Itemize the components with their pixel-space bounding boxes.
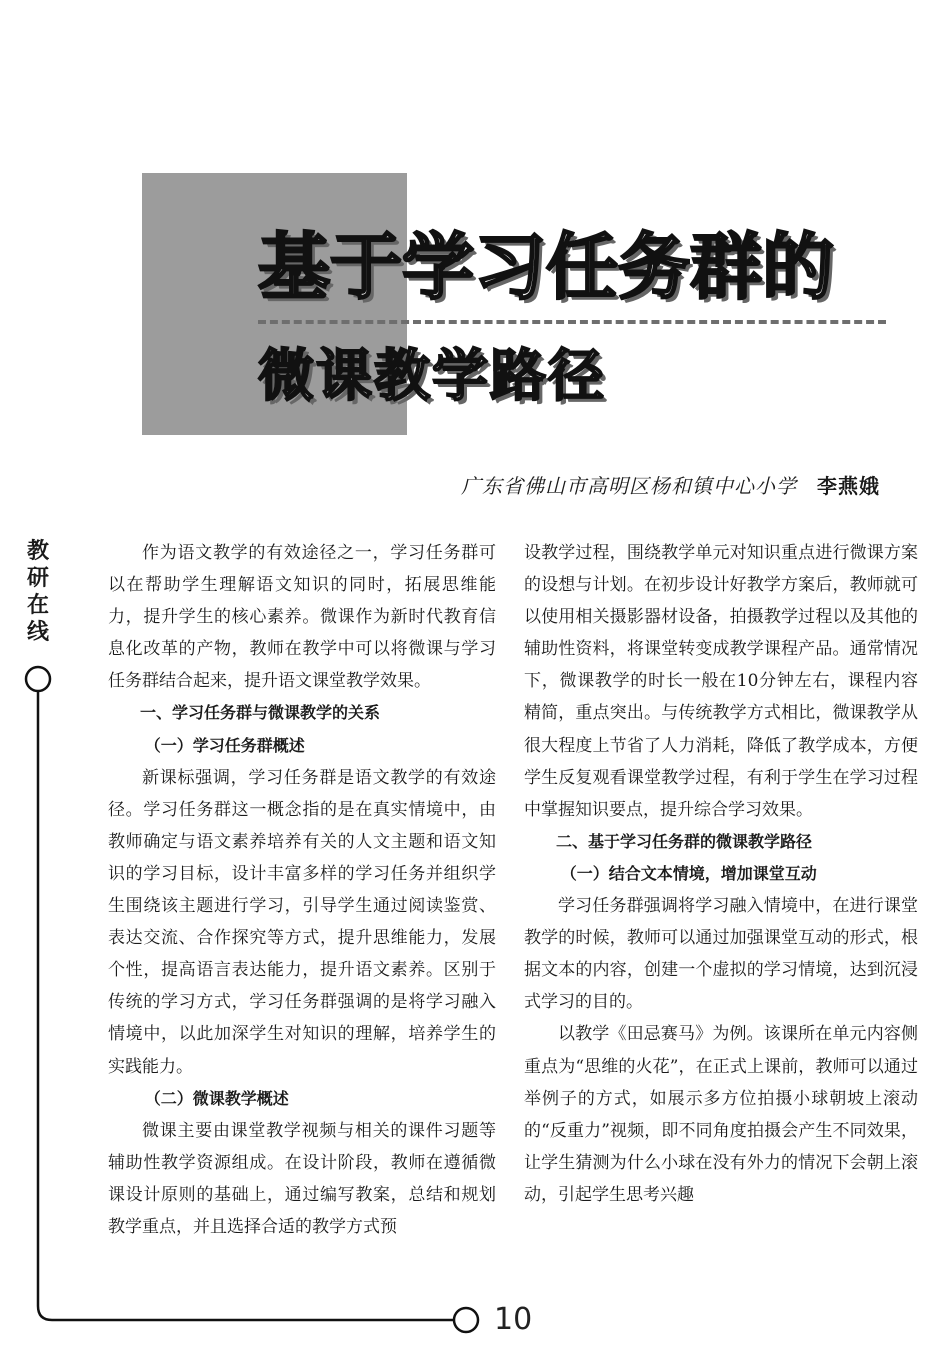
footer-circle-icon (454, 1308, 478, 1332)
article-title-line2: 微课教学路径 (258, 344, 606, 409)
column-tag-char: 在 (26, 593, 49, 618)
paragraph: 作为语文教学的有效途径之一，学习任务群可以在帮助学生理解语文知识的同时，拓展思维能力，提升学生的核心素养。微课作为新时代教育信息化改革的产物，教师在教学中可以将微课与学习任务群结合起来，提升语文课堂教学效果。 (108, 543, 496, 692)
body-column-right (524, 537, 918, 1211)
article-title-line1: 基于学习任务群的 (258, 225, 835, 309)
paragraph-continued: 设教学过程，围绕教学单元对知识重点进行微课方案的设想与计划。在初步设计好教学方案后，教师就可以使用相关摄影器材设备，拍摄教学过程以及其他的辅助性资料，将课堂转变成教学课程产品。通常情况下，微课教学的时长一般在10分钟左右，课程内容精简，重点突出。与传统教学方式相比，微课教学从很大程度上节省了人力消耗，降低了教学成本，方便学生反复观看课堂教学过程，有利于学生在学习过程中掌握知识要点，提升综合学习效果。 (524, 543, 918, 820)
column-tag-char: 教 (26, 539, 49, 564)
section-heading: 二、基于学习任务群的微课教学路径 (556, 831, 813, 851)
paragraph: 微课主要由课堂教学视频与相关的课件习题等辅助性教学资源组成。在设计阶段，教师在遵循微课设计原则的基础上，通过编写教案，总结和规划教学重点，并且选择合适的教学方式预 (108, 1120, 496, 1237)
body-column-left (108, 537, 496, 1243)
column-tag-char: 线 (26, 620, 49, 645)
paragraph: 新课标强调，学习任务群是语文教学的有效途径。学习任务群这一概念指的是在真实情境中，由教师确定与语文素养培养有关的人文主题和语文知识的学习目标，设计丰富多样的学习任务并组织学生围绕该主题进行学习，引导学生通过阅读鉴赏、表达交流、合作探究等方式，提升思维能力，发展个性，提高语言表达能力，提升语文素养。区别于传统的学习方式，学习任务群强调的是将学习融入情境中，以此加深学生对知识的理解，培养学生的实践能力。 (108, 767, 496, 1077)
margin-circle-icon (26, 667, 50, 691)
paragraph: 以教学《田忌赛马》为例。该课所在单元内容侧重点为“思维的火花”，在正式上课前，教师可以通过举例子的方式，如展示多方位拍摄小球朝坡上滚动的“反重力”视频，即不同角度拍摄会产生不同效果，让学生猜测为什么小球在没有外力的情况下会朝上滚动，引起学生思考兴趣 (524, 1024, 918, 1205)
paragraph: 学习任务群强调将学习融入情境中，在进行课堂教学的时候，教师可以通过加强课堂互动的形式，根据文本的内容，创建一个虚拟的学习情境，达到沉浸式学习的目的。 (524, 896, 918, 1013)
author-affiliation: 广东省佛山市高明区杨和镇中心小学 (461, 474, 797, 498)
page-number: 10 (494, 1302, 533, 1337)
section-heading: 一、学习任务群与微课教学的关系 (140, 703, 381, 723)
subsection-heading: （二）微课教学概述 (144, 1088, 289, 1108)
author-name: 李燕娥 (817, 474, 880, 498)
subsection-heading: （一）结合文本情境，增加课堂互动 (560, 863, 817, 883)
subsection-heading: （一）学习任务群概述 (144, 735, 305, 755)
column-tag-char: 研 (26, 566, 49, 591)
